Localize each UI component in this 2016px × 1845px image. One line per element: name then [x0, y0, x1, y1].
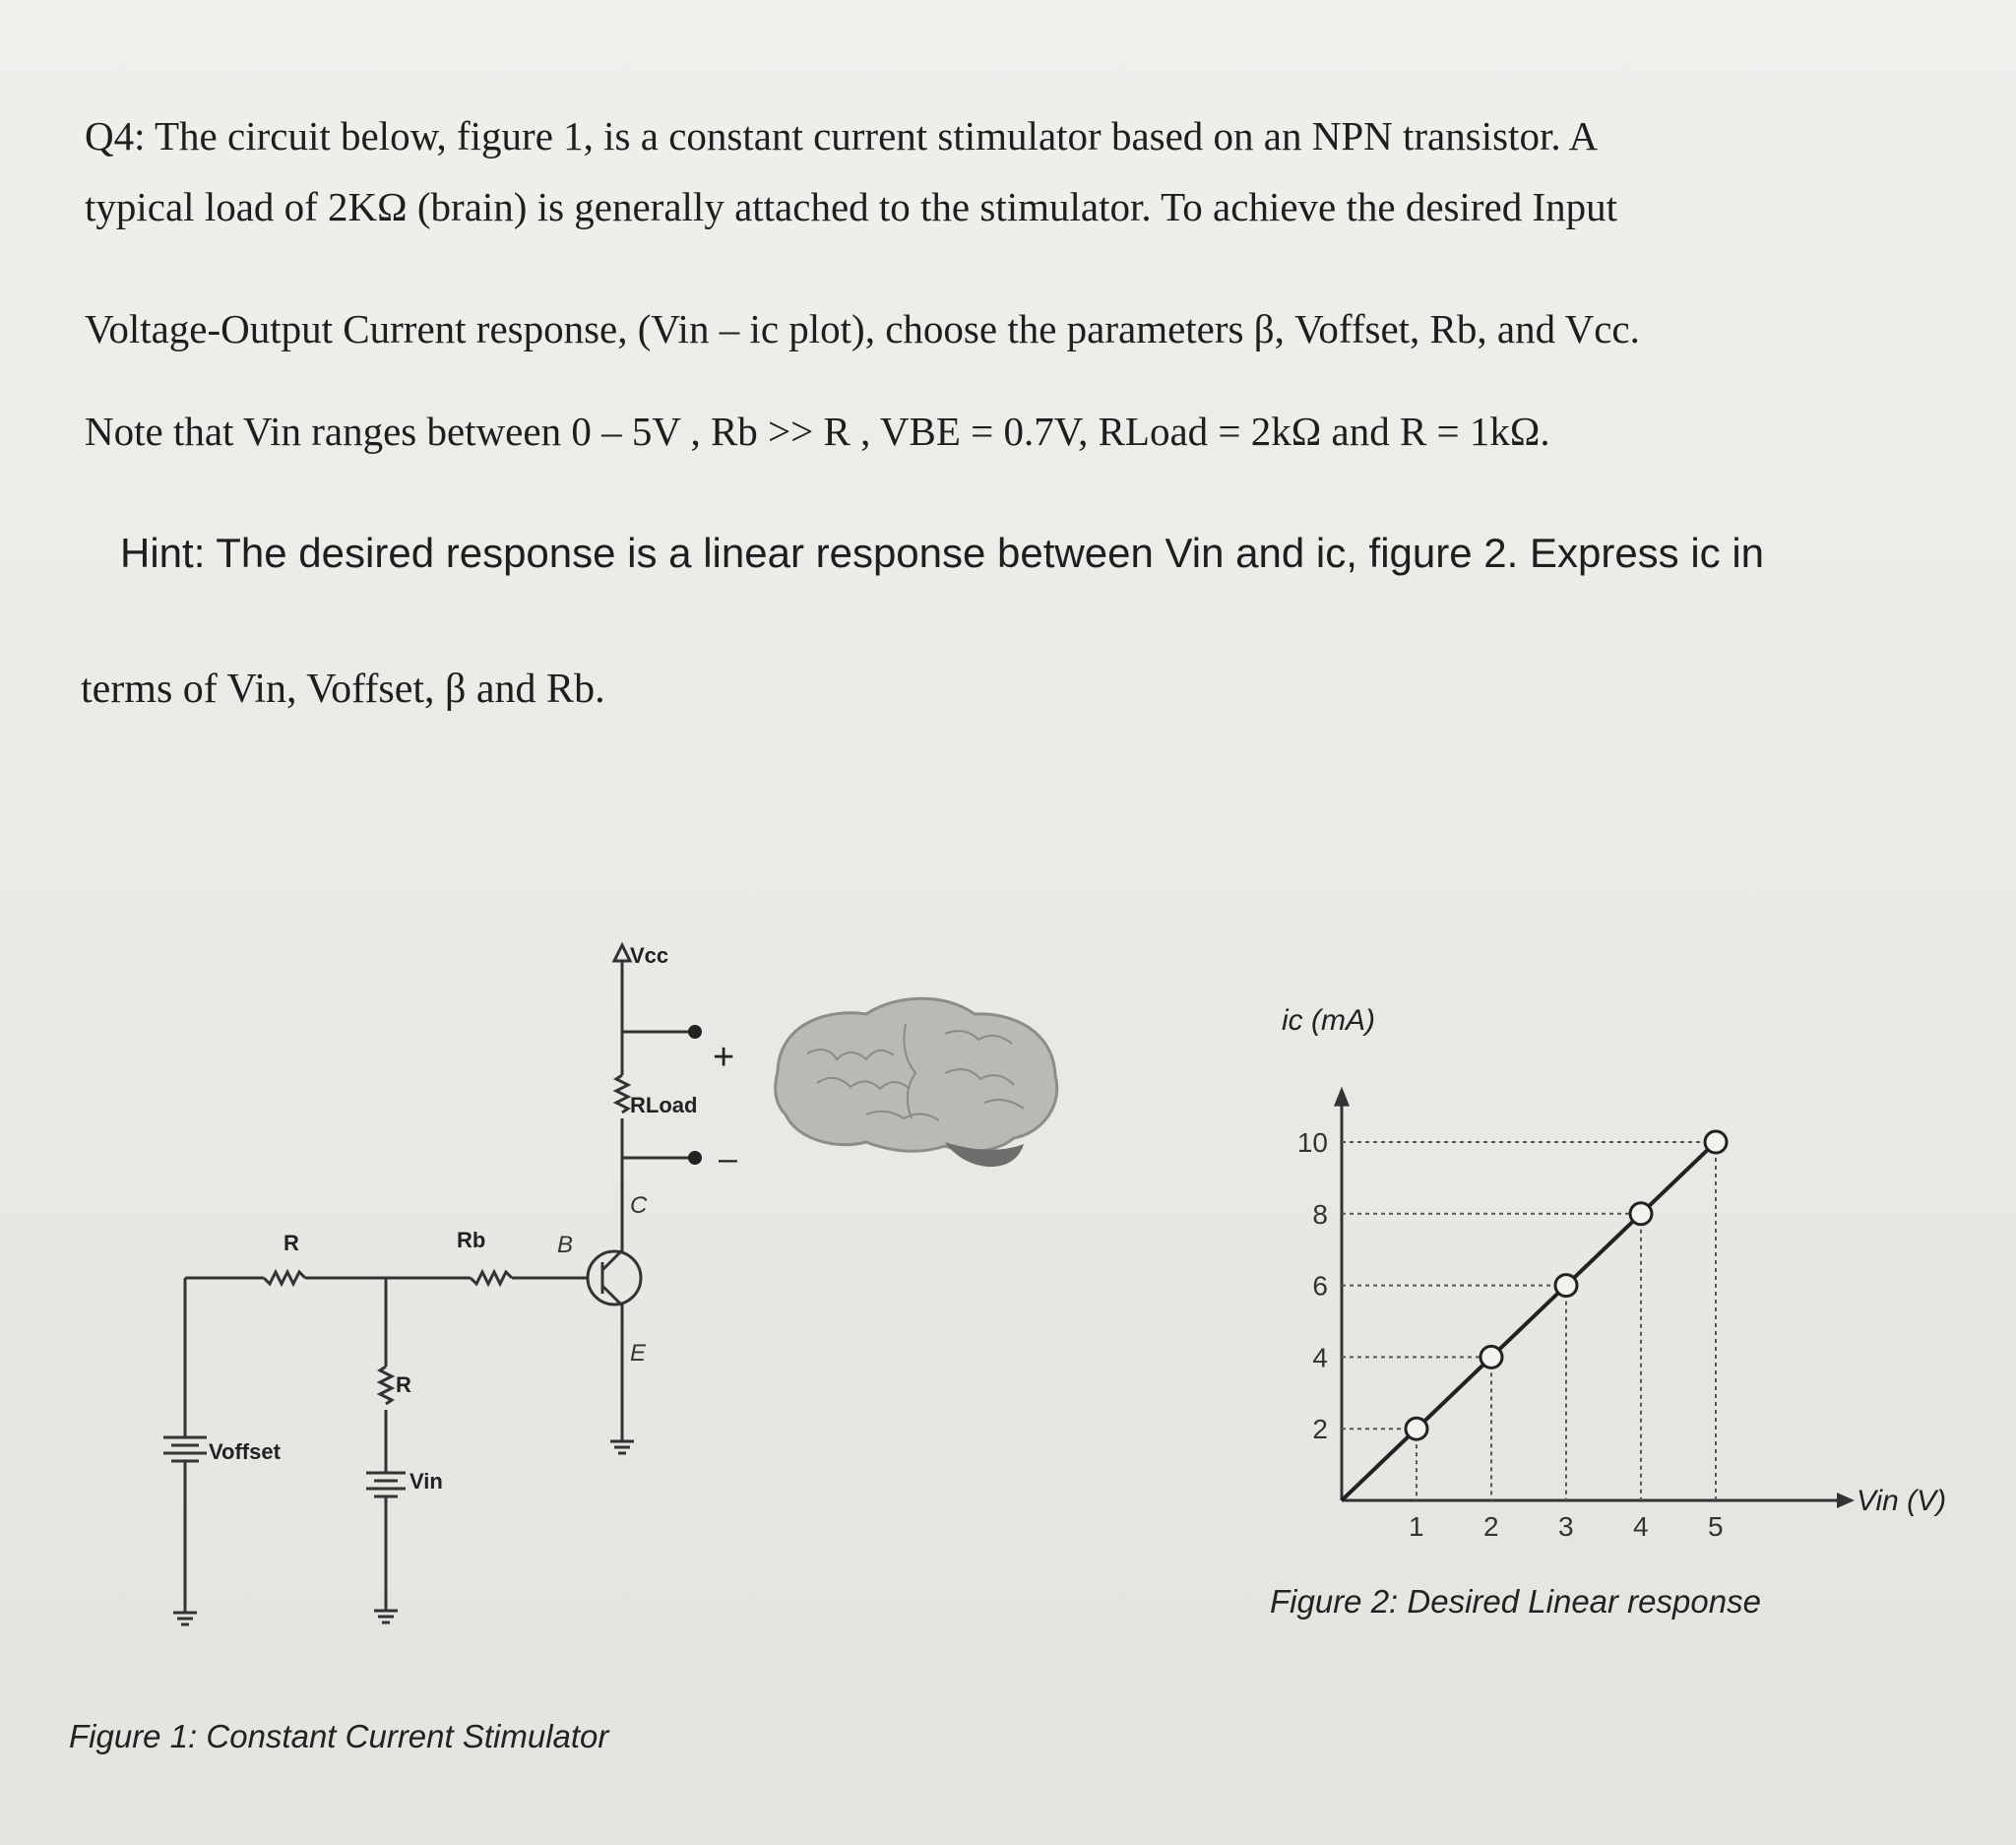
minus-label: –	[719, 1140, 737, 1177]
question-line-4: Note that Vin ranges between 0 – 5V , Rb >> R , VBE = 0.7V, RLoad = 2kΩ and R = 1kΩ.	[85, 409, 1550, 454]
y-axis-label: ic (mA)	[1282, 1004, 1375, 1037]
y-tick-label: 8	[1312, 1198, 1328, 1230]
r-shunt-label: R	[396, 1372, 411, 1397]
data-point	[1406, 1418, 1427, 1439]
data-point	[1705, 1131, 1727, 1153]
base-label: B	[557, 1232, 574, 1258]
x-axis-arrow	[1837, 1493, 1855, 1508]
y-tick-label: 6	[1312, 1270, 1328, 1302]
vin-label: Vin	[410, 1469, 443, 1494]
data-point	[1555, 1275, 1577, 1297]
plus-label: +	[713, 1037, 735, 1078]
y-tick-label: 4	[1312, 1342, 1328, 1373]
y-tick-label: 2	[1312, 1414, 1328, 1445]
x-tick-label: 1	[1409, 1511, 1424, 1542]
data-point	[1630, 1203, 1652, 1225]
collector-label: C	[630, 1192, 648, 1219]
hint-continuation: terms of Vin, Voffset, β and Rb.	[81, 667, 605, 712]
y-tick-label: 10	[1296, 1127, 1328, 1158]
series-line	[1342, 1135, 1724, 1500]
voffset-label: Voffset	[209, 1439, 281, 1464]
y-axis-arrow	[1334, 1087, 1350, 1107]
figure1-caption: Figure 1: Constant Current Stimulator	[69, 1718, 609, 1754]
data-point	[1480, 1346, 1502, 1368]
x-tick-label: 2	[1483, 1511, 1499, 1542]
hint-text: Hint: The desired response is a linear response between Vin and ic, figure 2. Express ic in	[120, 530, 1765, 576]
rb-label: Rb	[457, 1228, 486, 1252]
question-line-1: Q4: The circuit below, figure 1, is a constant current stimulator based on an NPN transistor. A	[85, 113, 1599, 159]
emitter-label: E	[630, 1340, 647, 1367]
x-tick-label: 5	[1708, 1511, 1724, 1542]
x-tick-label: 3	[1558, 1511, 1574, 1542]
question-line-2: typical load of 2KΩ (brain) is generally attached to the stimulator. To achieve the desired Input	[85, 184, 1618, 229]
x-tick-label: 4	[1633, 1511, 1649, 1542]
rload-label: RLoad	[630, 1093, 698, 1117]
question-line-3: Voltage-Output Current response, (Vin – ic plot), choose the parameters β, Voffset, Rb, and Vcc.	[85, 306, 1640, 351]
figure2-caption: Figure 2: Desired Linear response	[1270, 1583, 1761, 1620]
vcc-label: Vcc	[630, 943, 669, 968]
x-axis-label: Vin (V)	[1857, 1485, 1947, 1517]
r-top-label: R	[284, 1231, 299, 1255]
